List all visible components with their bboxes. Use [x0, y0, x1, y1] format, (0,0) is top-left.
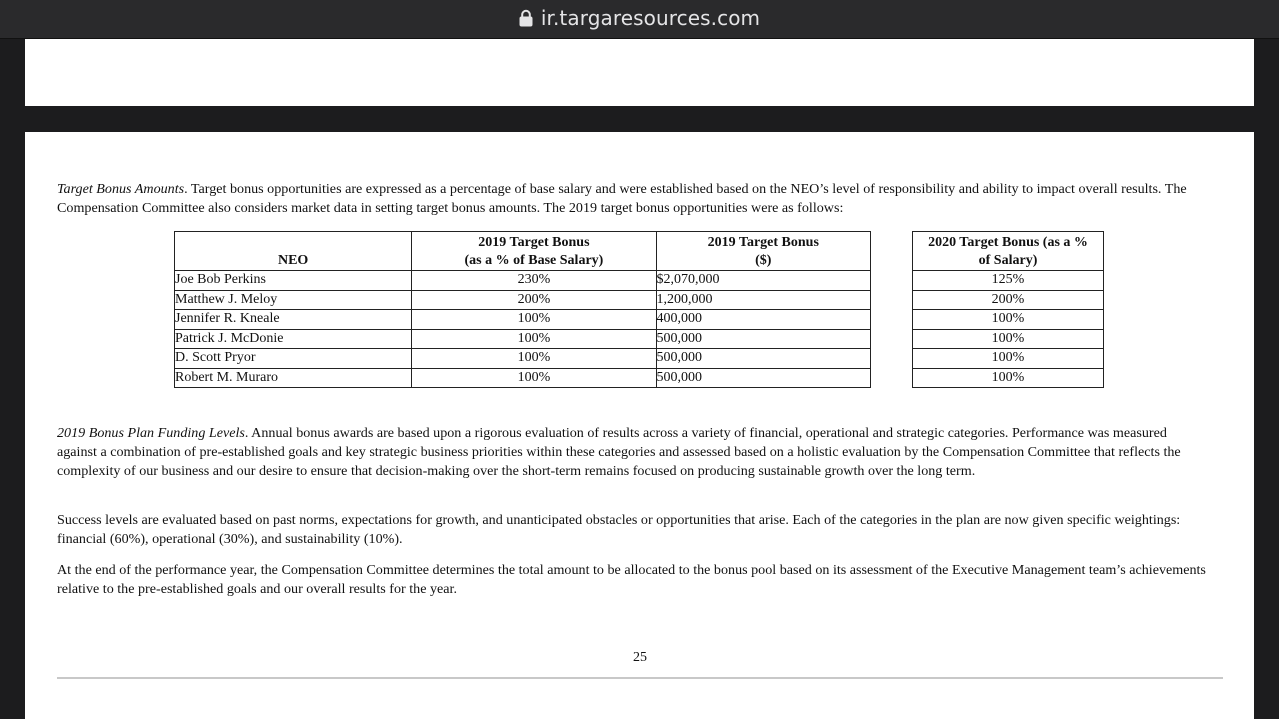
neo-name: Patrick J. McDonie [175, 329, 412, 349]
bonus-pct: 230% [412, 271, 656, 291]
bonus-usd: 500,000 [656, 349, 870, 369]
neo-name: Matthew J. Meloy [175, 290, 412, 310]
neo-name: D. Scott Pryor [175, 349, 412, 369]
bonus-2020: 200% [913, 290, 1104, 310]
header-neo: NEO [175, 232, 412, 271]
table-row [175, 310, 871, 330]
bonus-2020: 100% [913, 310, 1104, 330]
funding-levels-paragraph [57, 424, 1207, 481]
table-row [175, 290, 871, 310]
bonus-2020: 125% [913, 271, 1104, 291]
target-bonus-paragraph [57, 180, 1207, 218]
table-row [913, 310, 1104, 330]
bonus-table-2019 [174, 231, 871, 388]
page-number: 25 [633, 650, 647, 665]
neo-name: Jennifer R. Kneale [175, 310, 412, 330]
funding-levels-text: . Annual bonus awards are based upon a rigorous evaluation of results across a variety of financial, operational and strategic categories. Performance was measured against a combination of pre-established goals and key strategic business priorities within these categories and assessed based on a holistic evaluation by the Compensation Committee that reflects the complexity of our business and our desire to ensure that decision-making over the short-term remains focused on producing sustainable growth over the long term. [57, 425, 1181, 479]
bonus-pct: 100% [412, 310, 656, 330]
bonus-pct: 200% [412, 290, 656, 310]
header-2020: 2020 Target Bonus (as a % of Salary) [913, 232, 1104, 271]
table-row [175, 349, 871, 369]
bonus-pool-paragraph: At the end of the performance year, the Compensation Committee determines the total amount to be allocated to the bonus pool based on its assessment of the Executive Management team’s achievements relative to the pre-established goals and our overall results for the year. [57, 562, 1206, 597]
header-pct: 2019 Target Bonus (as a % of Base Salary) [412, 232, 656, 271]
bonus-2020: 100% [913, 349, 1104, 369]
table-row [913, 271, 1104, 291]
lock-icon [519, 9, 533, 27]
target-bonus-heading: Target Bonus Amounts [57, 181, 185, 197]
table-row [913, 290, 1104, 310]
footer-divider [57, 677, 1223, 679]
previous-page [25, 39, 1254, 106]
table-row [175, 329, 871, 349]
bonus-usd: 500,000 [656, 329, 870, 349]
bonus-usd: $2,070,000 [656, 271, 870, 291]
table-header-row [913, 232, 1104, 271]
browser-address-bar[interactable] [0, 0, 1279, 39]
bonus-pct: 100% [412, 368, 656, 388]
bonus-usd: 500,000 [656, 368, 870, 388]
bonus-usd: 1,200,000 [656, 290, 870, 310]
bonus-2020: 100% [913, 329, 1104, 349]
success-levels-paragraph: Success levels are evaluated based on past norms, expectations for growth, and unanticipated obstacles or opportunities that arise. Each of the categories in the plan are now given specific weightings: financial (60%), operational (30%), and sustainability (10%). [57, 512, 1181, 547]
neo-name: Robert M. Muraro [175, 368, 412, 388]
bonus-2020: 100% [913, 368, 1104, 388]
bonus-table-2020 [912, 231, 1104, 388]
bonus-pct: 100% [412, 349, 656, 369]
table-row [175, 271, 871, 291]
url-display[interactable] [519, 6, 760, 30]
table-row [913, 329, 1104, 349]
header-usd: 2019 Target Bonus ($) [656, 232, 870, 271]
table-row [913, 368, 1104, 388]
table-row [913, 349, 1104, 369]
target-bonus-text: . Target bonus opportunities are expressed as a percentage of base salary and were established based on the NEO’s level of responsibility and ability to impact overall results. The Compensation Committee also considers market data in setting target bonus amounts. The 2019 target bonus opportunities were as follows: [57, 181, 1187, 216]
table-row [175, 368, 871, 388]
neo-name: Joe Bob Perkins [175, 271, 412, 291]
url-text: ir.targaresources.com [540, 6, 761, 30]
table-header-row [175, 232, 871, 271]
funding-levels-heading: 2019 Bonus Plan Funding Levels [57, 425, 245, 441]
bonus-usd: 400,000 [656, 310, 870, 330]
bonus-pct: 100% [412, 329, 656, 349]
